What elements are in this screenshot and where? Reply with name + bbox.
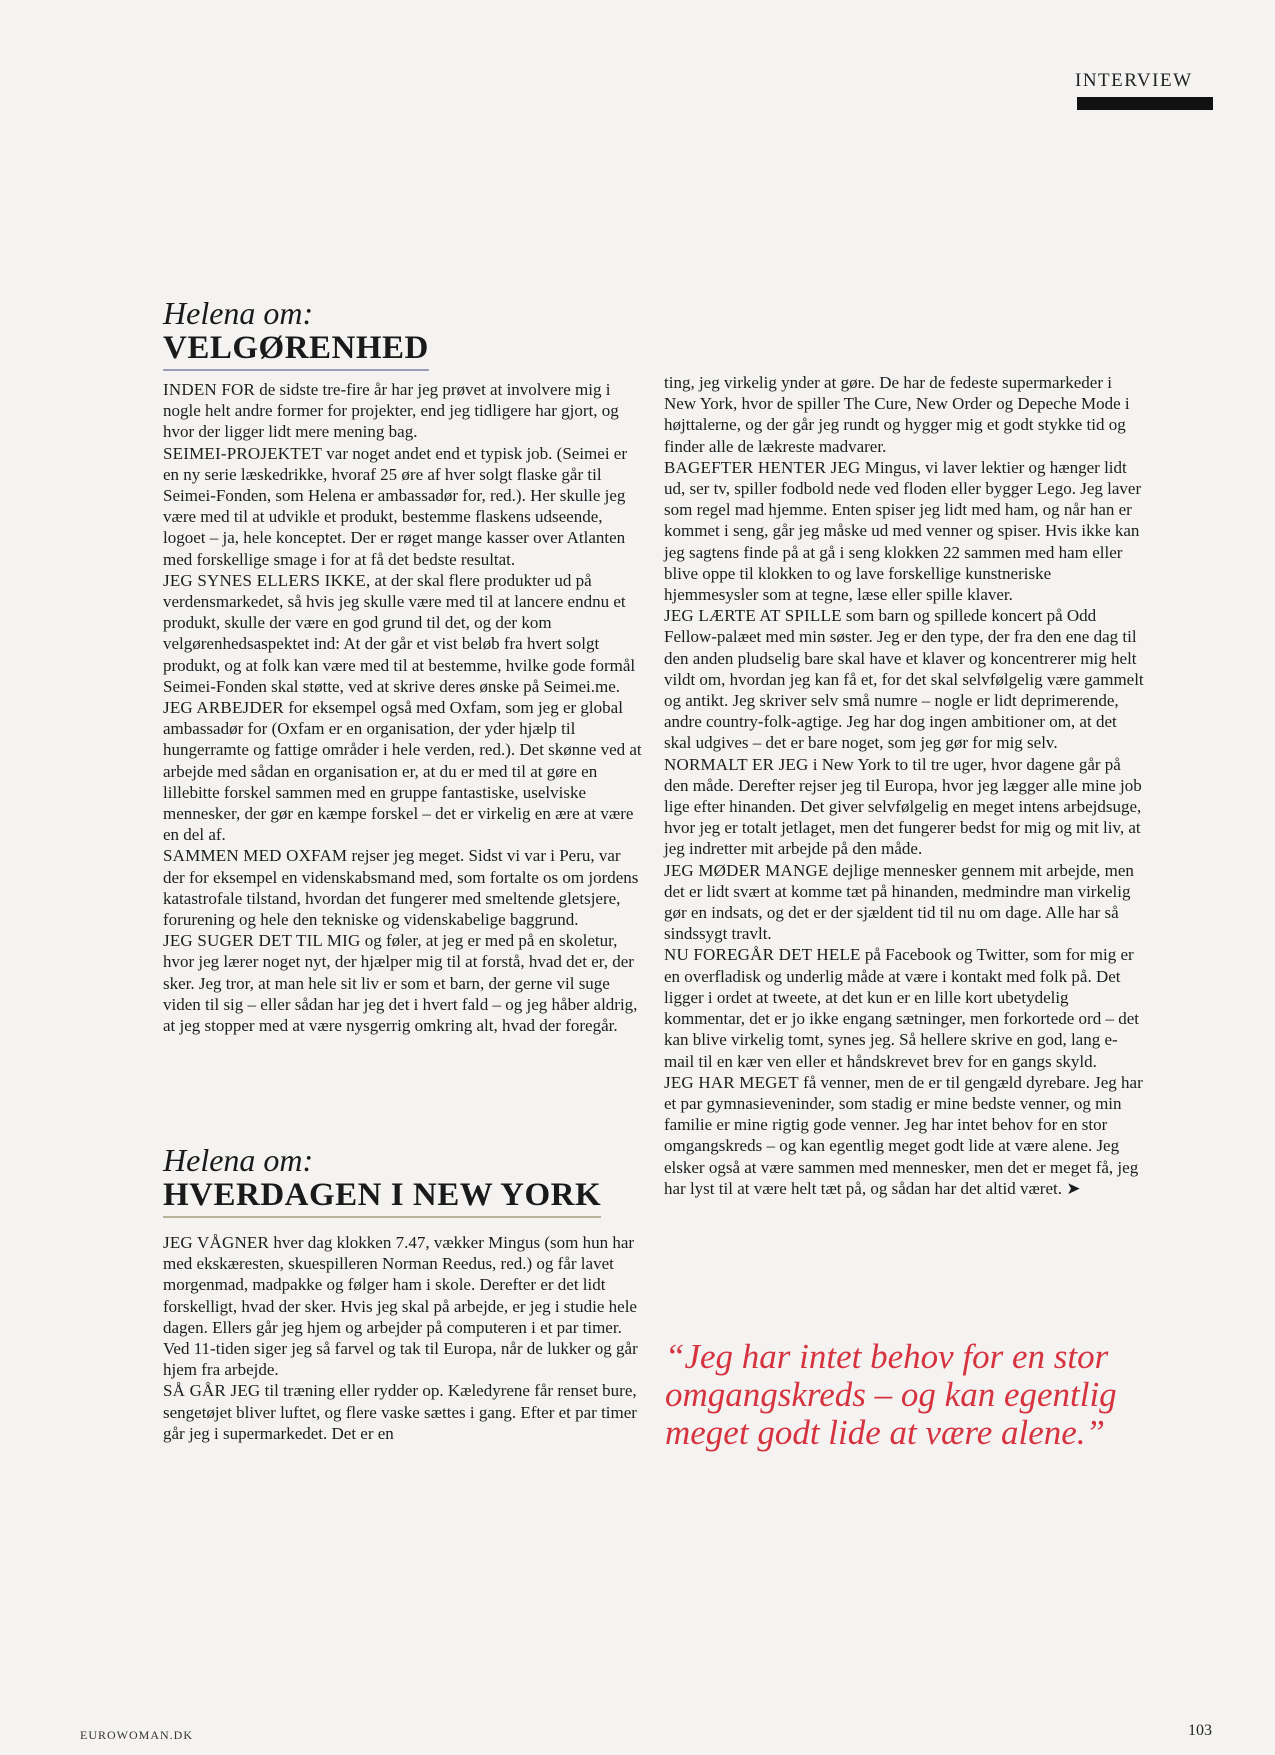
paragraph [664,944,1147,1071]
paragraph-text: få venner, men de er til gengæld dyrebare. Jeg har et par gymnasieveninder, som stadig er mine bedste venner, og min familie er mine rigtig gode venner. Jeg har intet behov for en stor omgangskreds – og kan egentlig meget godt lide at være alene. Jeg elsker også at være sammen med mennesker, men det er meget få, jeg har lyst til at være helt tæt på, og sådan har det altid været. ➤ [664,1072,1143,1198]
paragraph-text: rejser jeg meget. Sidst vi var i Peru, var der for eksempel en videnskabsmand med, som fortalte os om jordens katastrofale tilstand, hvordan det fungerer med smeltende gletsjere, forurening og hele den tekniske og videnskabelige baggrund. [163,846,639,930]
paragraph-text: de sidste tre-fire år har jeg prøvet at involvere mig i nogle helt andre former for projekter, end jeg tidligere har gjort, og hvor der ligger lidt mere mening bag. [163,380,619,442]
paragraph-text: som barn og spillede koncert på Odd Fellow-palæet med min søster. Jeg er den type, der fra den ene dag til den anden pludselig bare skal have et klaver og koncentrerer mig helt vildt om, hvordan jeg kan få et, for det skal selvfølgelig være gammelt og antikt. Jeg skriver selv små numre – nogle er lidt deprimerende, andre country-folk-agtige. Jeg har dog ingen ambitioner om, at det skal udgives – det er bare noget, som jeg gør for mig selv. [664,606,1144,753]
paragraph [664,1072,1147,1199]
paragraph-lead: JEG SUGER DET TIL MIG [163,931,361,951]
paragraph-text: for eksempel også med Oxfam, som jeg er global ambassadør for (Oxfam er en organisation, der yder hjælp til hungerramte og fattige områder i hele verden, red.). Det skønne ved at arbejde med sådan en organisation er, at du er med til at gøre en lillebitte forskel sammen med en gruppe fantastiske, uselviske mennesker, der gør en kæmpe forskel – det er virkelig en ære at være en del af. [163,698,642,845]
paragraph-text: i New York to til tre uger, hvor dagene går på den måde. Derefter rejser jeg til Europa, hvor jeg lægger alle mine job lige efter hinanden. Det giver selvfølgelig en meget intens arbejdsuge, hvor jeg er totalt jetlaget, men det fungerer bedst for mig og mit liv, at jeg indretter mit arbejde på den måde. [664,754,1142,859]
paragraph [664,860,1147,945]
paragraph-text: på Facebook og Twitter, som for mig er en overfladisk og underlig måde at være i kontakt med folk på. Det ligger i ordet at tweete, at det kun er en lille kort ubetydelig kommentar, det er jo ikke engang sætninger, men forkortede ord – det kan blive virkelig tomt, synes jeg. Så hellere skrive en god, lang e-mail til en kær ven eller et håndskrevet brev for en gangs skyld. [664,945,1139,1071]
paragraph-lead: JEG LÆRTE AT SPILLE [664,606,842,626]
right-column-body [664,372,1147,1199]
pull-quote: “Jeg har intet behov for en stor omgangskreds – og kan egentlig meget godt lide at være alene.” [665,1337,1117,1452]
section1-body [163,379,643,1036]
paragraph-lead: NU FOREGÅR DET HELE [664,945,861,965]
section2-body [163,1232,643,1444]
section1-kicker: Helena om: [163,295,314,331]
paragraph [163,570,643,697]
paragraph-text: var noget andet end et typisk job. (Seimei er en ny serie læskedrikke, hvoraf 25 øre af hver solgt flaske går til Seimei-Fonden, som Helena er ambassadør for, red.). Her skulle jeg være med til at udvikle et produkt, bestemme flaskens udseende, logoet – ja, hele konceptet. Der er røget mange kasser over Atlanten med forskellige smage i for at få det bedste resultat. [163,443,628,569]
paragraph-text: til træning eller rydder op. Kæledyrene får renset bure, sengetøjet bliver luftet, og flere vaske sættes i gang. Efter et par timer går jeg i supermarkedet. Det er en [163,1381,637,1443]
paragraph-text: Mingus, vi laver lektier og hænger lidt ud, ser tv, spiller fodbold nede ved floden eller bygger Lego. Jeg laver som regel mad hjemme. Enten spiser jeg lidt med ham, og når han er kommet i seng, går jeg måske ud med venner og spiser. Hvis ikke kan jeg sagtens finde på at gå i seng klokken 22 sammen med ham eller blive oppe til klokken to og lave forskellige kunstneriske hjemmesysler som at tegne, læse eller spille klaver. [664,457,1142,605]
paragraph [163,697,643,845]
section-label: INTERVIEW [1075,70,1193,91]
paragraph-lead: INDEN FOR [163,380,255,399]
paragraph-lead: NORMALT ER JEG [664,754,809,774]
paragraph-lead: JEG SYNES ELLERS IKKE [163,570,367,590]
section-hverdagen [163,1143,643,1444]
paragraph [664,372,1147,457]
paragraph-lead: SEIMEI-PROJEKTET [163,443,323,463]
section2-title: HVERDAGEN I NEW YORK [163,1177,601,1218]
paragraph-text: hver dag klokken 7.47, vækker Mingus (som hun har med ekskæresten, skuespilleren Norman Reedus, red.) og får lavet morgenmad, madpakke og følger ham i skole. Derefter er det lidt forskelligt, hvad der sker. Hvis jeg skal på arbejde, er jeg i studie hele dagen. Ellers går jeg hjem og arbejder på computeren i et par timer. Ved 11-tiden siger jeg så farvel og tak til Europa, når de lukker og går hjem fra arbejde. [163,1233,638,1380]
section2-kicker: Helena om: [163,1142,314,1178]
paragraph [163,443,643,570]
paragraph-lead: JEG HAR MEGET [664,1072,799,1092]
paragraph-text: ting, jeg virkelig ynder at gøre. De har de fedeste supermarkeder i New York, hvor de spiller The Cure, New Order og Depeche Mode i højttalerne, og der går jeg rundt og hygger mig et godt stykke tid og finder alle de lækreste madvarer. [664,373,1130,456]
section1-title: VELGØRENHED [163,330,429,371]
paragraph-lead: BAGEFTER HENTER JEG [664,457,861,477]
paragraph-lead: JEG MØDER MANGE [664,860,829,880]
paragraph-text: , at der skal flere produkter ud på verdensmarkedet, så hvis jeg skulle være med til at lancere endnu et produkt, skulle der være en god grund til det, og der kom velgørenhedsaspektet ind: At der går et vist beløb fra hvert solgt produkt, og at folk kan være med til at bestemme, hvilke gode formål Seimei-Fonden skal støtte, ved at skrive deres ønske på Seimei.me. [163,570,636,696]
paragraph [664,457,1147,605]
paragraph-lead: SAMMEN MED OXFAM [163,846,348,866]
paragraph-lead: SÅ GÅR JEG [163,1381,261,1401]
section-velgorenhed [163,296,643,1036]
paragraph [163,379,643,443]
paragraph [163,845,643,930]
footer-site: EUROWOMAN.DK [80,1728,193,1742]
paragraph [163,930,643,1036]
paragraph [163,1232,643,1380]
paragraph-text: dejlige mennesker gennem mit arbejde, men det er lidt svært at komme tæt på hinanden, medmindre man virkelig gør en indsats, og det er der sjældent tid til nu om dage. Alle har så sindssygt travlt. [664,860,1134,944]
page-number: 103 [1188,1722,1212,1739]
paragraph [163,1380,643,1444]
section-bar [1077,97,1213,110]
paragraph [664,754,1147,860]
paragraph-lead: JEG ARBEJDER [163,698,284,718]
paragraph [664,605,1147,753]
paragraph-text: og føler, at jeg er med på en skoletur, hvor jeg lærer noget nyt, der hjælper mig til at forstå, hvad det er, der sker. Jeg tror, at man hele sit liv er som et barn, der gerne vil suge viden til sig – eller sådan har jeg det i hvert fald – og jeg håber aldrig, at jeg stopper med at være nysgerrig omkring alt, hvad der foregår. [163,931,638,1036]
paragraph-lead: JEG VÅGNER [163,1233,270,1252]
